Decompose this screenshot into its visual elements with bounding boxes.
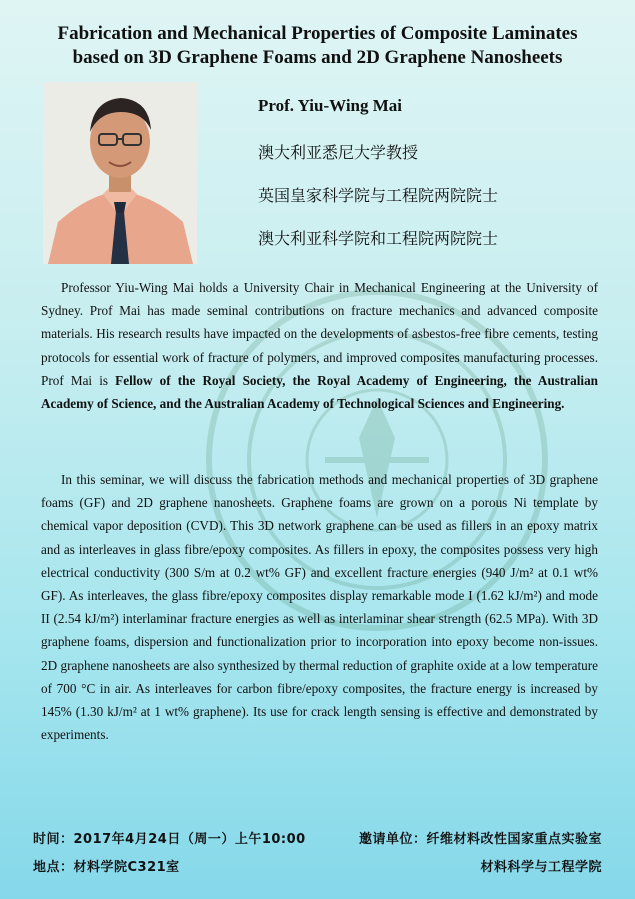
- speaker-name: Prof. Yiu-Wing Mai: [258, 96, 403, 115]
- speaker-photo: [43, 82, 197, 264]
- speaker-title-1: 澳大利亚悉尼大学教授: [258, 143, 419, 162]
- speaker-title-2: 英国皇家科学院与工程院两院院士: [258, 186, 499, 205]
- speaker-title-3: 澳大利亚科学院和工程院两院院士: [258, 229, 499, 248]
- footer-school: 材料科学与工程学院: [480, 860, 602, 875]
- bio-honors: Fellow of the Royal Society, the Royal Academy of Engineering, the Australian Academy of Science, and the Australian Academy of Technological Sciences and Engineering.: [41, 372, 599, 412]
- speaker-portrait-icon: [43, 82, 197, 264]
- footer-place: 地点：材料学院C321室: [33, 860, 180, 875]
- footer-time: 时间：2017年4月24日（周一）上午10:00: [33, 832, 306, 847]
- title-line-1: Fabrication and Mechanical Properties of Composite Laminates: [57, 23, 578, 44]
- abstract-paragraph: In this seminar, we will discuss the fabrication methods and mechanical properties of 3D graphene foams (GF) and 2D graphene nanosheets. Graphene foams are grown on a porous Ni template by chemical vapor deposition (CVD). This 3D network graphene can be used as fillers in an epoxy matrix and as interleaves in glass fibre/epoxy composites. As fillers in epoxy, the composites possess very high electrical conductivity (300 S/m at 0.2 wt% GF) and excellent fracture energies (940 J/m² at 0.1 wt% GF). As interleaves, the glass fibre/epoxy composites display remarkable mode I (1.62 kJ/m²) and mode II (2.54 kJ/m²) interlaminar fracture energies as well as interlaminar shear strength (62.5 MPa). With 3D graphene foams, dispersion and functionalization prior to incorporation into epoxy become non-issues. 2D graphene nanosheets are also synthesized by thermal reduction of graphite oxide at a low temperature of 700 °C in air. As interleaves for carbon fibre/epoxy composites, the fracture energy is increased by 145% (1.30 kJ/m² at 1 wt% graphene). Its use for crack length sensing is effective and demonstrated by experiments.: [41, 472, 598, 743]
- bio-paragraph: [41, 276, 598, 415]
- bio-text: Professor Yiu-Wing Mai holds a University Chair in Mechanical Engineering at the University of Sydney. Prof Mai has made seminal contributions on fracture mechanics and advanced composite materials. His research results have impacted on the developments of asbestos-free fibre cements, testing protocols for essential work of fracture of polymers, and improved composites manufacturing processes. Prof Mai is: [41, 280, 598, 388]
- poster-title: [0, 22, 635, 70]
- title-line-2: based on 3D Graphene Foams and 2D Graphene Nanosheets: [72, 47, 563, 68]
- footer-invite: 邀请单位：纤维材料改性国家重点实验室: [358, 832, 602, 847]
